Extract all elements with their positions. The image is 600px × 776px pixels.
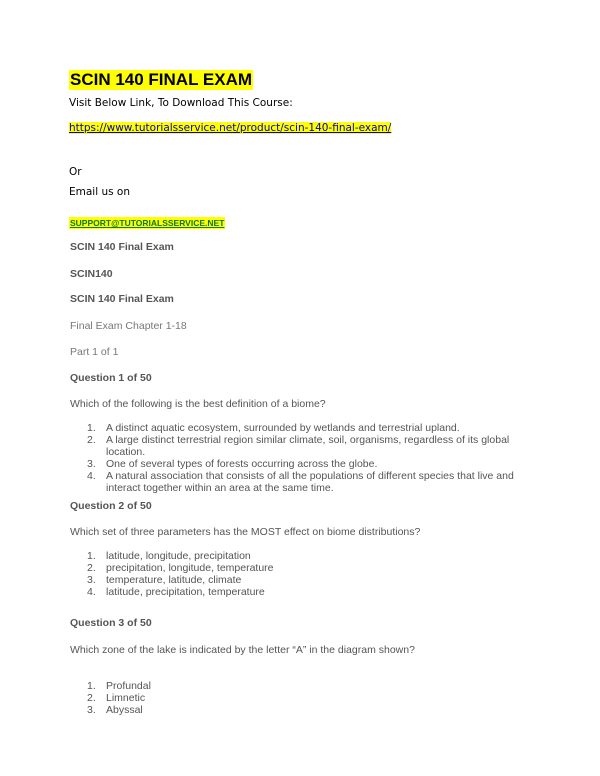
heading-3: SCIN 140 Final Exam — [70, 293, 174, 305]
answer-option: 3. One of several types of forests occurring across the globe. — [87, 458, 378, 470]
course-link[interactable]: https://www.tutorialsservice.net/product/scin-140-final-exam/ — [69, 122, 392, 134]
question-label: Question 3 of 50 — [70, 617, 152, 629]
answer-option: 1. A distinct aquatic ecosystem, surrounded by wetlands and terrestrial upland. — [87, 422, 460, 434]
answer-option: 4. A natural association that consists of all the populations of different species that live and interact together within an area at the same time. — [87, 470, 514, 494]
email-link[interactable]: SUPPORT@TUTORIALSSERVICE.NET — [70, 218, 225, 228]
email-label: Email us on — [69, 186, 131, 198]
question-label: Question 1 of 50 — [70, 372, 152, 384]
answer-option: 3. Abyssal — [87, 704, 143, 716]
answer-list — [70, 550, 540, 598]
answer-list — [70, 422, 540, 494]
answer-option: 2. precipitation, longitude, temperature — [87, 562, 274, 574]
or-text: Or — [69, 166, 82, 178]
question-text: Which zone of the lake is indicated by the letter “A” in the diagram shown? — [70, 644, 415, 656]
answer-option: 1. latitude, longitude, precipitation — [87, 550, 251, 562]
answer-list — [70, 680, 540, 716]
answer-option: 3. temperature, latitude, climate — [87, 574, 242, 586]
question-label: Question 2 of 50 — [70, 500, 152, 512]
answer-option: 2. Limnetic — [87, 692, 146, 704]
question-text: Which set of three parameters has the MOST effect on biome distributions? — [70, 526, 421, 538]
chapter-text: Final Exam Chapter 1-18 — [70, 320, 187, 332]
question-text: Which of the following is the best definition of a biome? — [70, 398, 326, 410]
answer-option: 1. Profundal — [87, 680, 151, 692]
answer-option: 4. latitude, precipitation, temperature — [87, 586, 265, 598]
heading-1: SCIN 140 Final Exam — [70, 241, 174, 253]
visit-text: Visit Below Link, To Download This Course: — [69, 97, 293, 109]
answer-option: 2. A large distinct terrestrial region similar climate, soil, organisms, regardless of its global location. — [87, 434, 510, 458]
heading-2: SCIN140 — [70, 268, 113, 280]
part-text: Part 1 of 1 — [70, 346, 119, 358]
page-title: SCIN 140 FINAL EXAM — [70, 70, 253, 89]
